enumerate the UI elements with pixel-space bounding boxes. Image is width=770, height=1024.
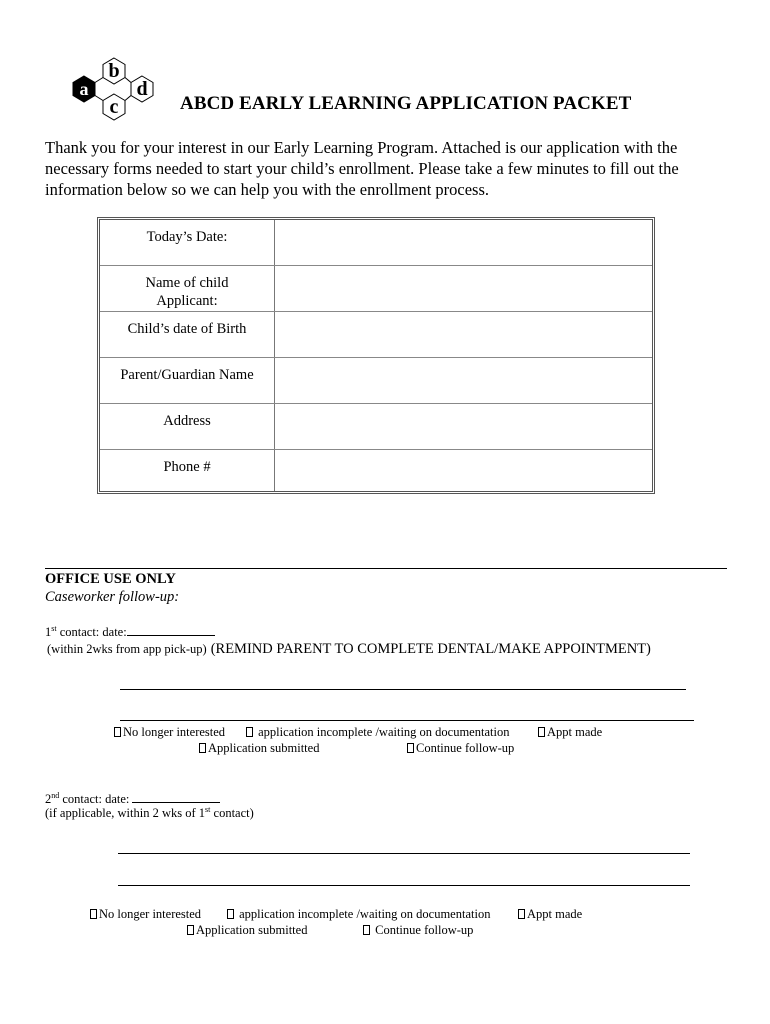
phone-field[interactable]	[276, 450, 652, 491]
c1-application-incomplete-option[interactable]	[246, 725, 509, 740]
first-contact-date-line	[45, 624, 215, 640]
c2-continue-follow-up-option[interactable]	[363, 923, 473, 938]
address-label	[100, 404, 275, 449]
second-contact-note-post: contact)	[210, 806, 254, 820]
table-row-address	[100, 404, 652, 450]
checkbox-icon[interactable]	[538, 727, 545, 737]
child-dob-field[interactable]	[276, 312, 652, 357]
checkbox-icon[interactable]	[363, 925, 370, 935]
table-row-todays-date	[100, 220, 652, 266]
checkbox-icon[interactable]	[518, 909, 525, 919]
first-contact-note-line-1[interactable]	[120, 689, 686, 690]
child-dob-label-text: Child’s date of Birth	[127, 321, 247, 337]
second-contact-date-line	[45, 791, 220, 807]
c2-appt-made-option[interactable]	[518, 907, 582, 922]
office-use-heading: OFFICE USE ONLY	[45, 571, 176, 587]
c2-incomplete-label: application incomplete /waiting on documentation	[236, 907, 491, 921]
logo-letter-b: b	[108, 60, 120, 82]
first-contact-label: contact: date:	[56, 625, 127, 639]
checkbox-icon[interactable]	[187, 925, 194, 935]
c1-incomplete-label: application incomplete /waiting on documentation	[255, 725, 510, 739]
first-contact-date-blank[interactable]	[127, 624, 215, 636]
phone-label	[100, 450, 275, 491]
second-contact-note-line-1[interactable]	[118, 853, 690, 854]
logo-letter-d: d	[136, 78, 148, 100]
c1-application-submitted-option[interactable]	[199, 741, 319, 756]
c1-appt-label: Appt made	[547, 725, 603, 739]
second-contact-ordinal: 2	[45, 792, 52, 806]
c1-submitted-label: Application submitted	[208, 741, 320, 755]
address-field[interactable]	[276, 404, 652, 449]
c1-appt-made-option[interactable]	[538, 725, 602, 740]
logo-letter-a: a	[79, 79, 89, 99]
child-name-label-line1: Name of child	[145, 275, 229, 291]
child-name-field[interactable]	[276, 266, 652, 311]
todays-date-label-text: Today’s Date:	[146, 229, 228, 245]
c2-appt-label: Appt made	[527, 907, 583, 921]
parent-name-label-text: Parent/Guardian Name	[120, 367, 254, 383]
checkbox-icon[interactable]	[227, 909, 234, 919]
second-contact-ordinal-sup: nd	[51, 790, 60, 800]
checkbox-icon[interactable]	[246, 727, 253, 737]
parent-name-label	[100, 358, 275, 403]
child-name-label	[100, 266, 275, 311]
logo-letter-c: c	[109, 96, 119, 118]
applicant-info-table	[97, 217, 655, 494]
child-name-label-line2: Applicant:	[156, 293, 218, 309]
second-contact-note	[45, 806, 254, 821]
page-title: ABCD EARLY LEARNING APPLICATION PACKET	[180, 93, 632, 114]
intro-paragraph: Thank you for your interest in our Early Learning Program. Attached is our application with the necessary forms needed to start your child’s enrollment. Please take a few minutes to fill out the information below so we can help you with the enrollment process.	[45, 138, 679, 199]
second-contact-note-line-2[interactable]	[118, 885, 690, 886]
table-row-child-name	[100, 266, 652, 312]
first-contact-note: (within 2wks from app pick-up)	[47, 642, 207, 656]
c2-application-incomplete-option[interactable]	[227, 907, 490, 922]
parent-name-field[interactable]	[276, 358, 652, 403]
first-contact-ordinal-sup: st	[51, 623, 57, 633]
table-row-parent-name	[100, 358, 652, 404]
c2-submitted-label: Application submitted	[196, 923, 308, 937]
c2-continue-label: Continue follow-up	[372, 923, 474, 937]
checkbox-icon[interactable]	[407, 743, 414, 753]
checkbox-icon[interactable]	[199, 743, 206, 753]
second-contact-note-sup: st	[205, 804, 211, 814]
c1-no-longer-label: No longer interested	[123, 725, 226, 739]
checkbox-icon[interactable]	[90, 909, 97, 919]
table-row-phone	[100, 450, 652, 491]
office-section-divider	[45, 568, 727, 569]
todays-date-label	[100, 220, 275, 265]
table-row-child-dob	[100, 312, 652, 358]
second-contact-label: contact: date:	[59, 792, 130, 806]
c2-application-submitted-option[interactable]	[187, 923, 307, 938]
abcd-logo	[64, 52, 164, 132]
phone-label-text: Phone #	[163, 459, 211, 475]
c2-no-longer-label: No longer interested	[99, 907, 202, 921]
second-contact-note-pre: (if applicable, within 2 wks of 1	[45, 806, 206, 820]
c1-no-longer-interested-option[interactable]	[114, 725, 225, 740]
c1-continue-follow-up-option[interactable]	[407, 741, 514, 756]
child-dob-label	[100, 312, 275, 357]
todays-date-field[interactable]	[276, 220, 652, 265]
address-label-text: Address	[163, 413, 211, 429]
second-contact-date-blank[interactable]	[132, 791, 220, 803]
c1-continue-label: Continue follow-up	[416, 741, 515, 755]
caseworker-subheading: Caseworker follow-up:	[45, 589, 180, 605]
first-contact-note-line	[47, 640, 651, 658]
checkbox-icon[interactable]	[114, 727, 121, 737]
first-contact-note-line-2[interactable]	[120, 720, 694, 721]
c2-no-longer-interested-option[interactable]	[90, 907, 201, 922]
first-contact-remind: (REMIND PARENT TO COMPLETE DENTAL/MAKE APPOINTMENT)	[210, 641, 651, 657]
first-contact-ordinal: 1	[45, 625, 52, 639]
